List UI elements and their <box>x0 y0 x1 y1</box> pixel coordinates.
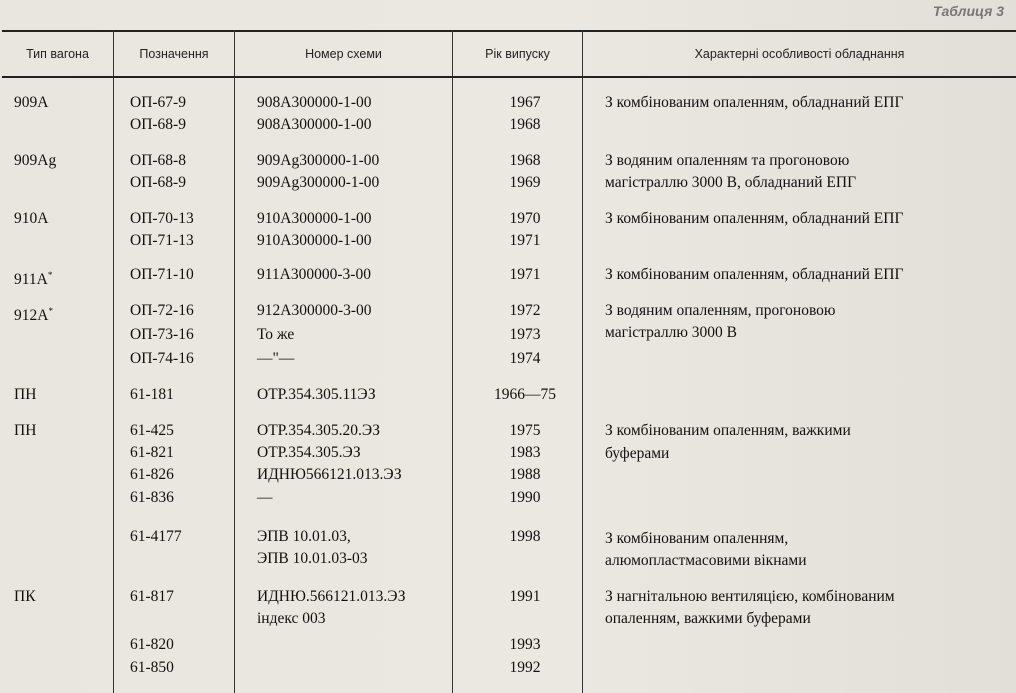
cell-designation: 61-826 <box>130 466 174 483</box>
cell-designation: ОП-67-9 <box>130 94 186 111</box>
cell-year: 1991 <box>509 588 541 605</box>
cell-scheme: 909Ag300000-1-00 <box>257 152 380 169</box>
cell-designation: 61-4177 <box>130 528 182 545</box>
cell-type <box>14 300 53 327</box>
cell-scheme: ИДНЮ566121.013.ЭЗ <box>257 466 402 483</box>
cell-year: 1990 <box>509 489 541 506</box>
cell-scheme: 910A300000-1-00 <box>257 210 372 227</box>
cell-type: ПК <box>14 588 36 605</box>
cell-year: 1969 <box>509 174 541 191</box>
cell-type: 910A <box>14 210 49 227</box>
cell-scheme: 912A300000-3-00 <box>257 302 372 319</box>
cell-scheme: ОТР.354.305.20.ЭЗ <box>257 422 381 439</box>
footnote-mark: * <box>47 270 53 280</box>
cell-year: 1970 <box>509 210 541 227</box>
cell-type-text: 911A <box>14 271 48 289</box>
cell-features: З комбінованим опаленням, обладнаний ЕПГ <box>605 266 904 283</box>
cell-year: 1992 <box>509 659 541 676</box>
cell-year: 1967 <box>509 94 541 111</box>
cell-type-text: 912A <box>14 307 49 325</box>
cell-scheme: індекс 003 <box>257 610 326 627</box>
cell-year: 1968 <box>509 116 541 133</box>
cell-features: буферами <box>605 445 670 462</box>
cell-year: 1973 <box>509 326 541 343</box>
header-designation: Позначення <box>139 46 209 61</box>
cell-type <box>14 264 52 291</box>
cell-year: 1974 <box>509 350 541 367</box>
cell-designation: 61-181 <box>130 386 174 403</box>
header-type: Тип вагона <box>26 46 89 61</box>
cell-features: магістраллю 3000 В, обладнаний ЕПГ <box>605 174 857 191</box>
cell-designation: ОП-71-13 <box>130 232 194 249</box>
cell-features: З комбінованим опаленням, важкими <box>605 422 851 439</box>
cell-designation: ОП-70-13 <box>130 210 194 227</box>
cell-scheme: 910A300000-1-00 <box>257 232 372 249</box>
cell-features: З комбінованим опаленням, обладнаний ЕПГ <box>605 94 904 111</box>
column-divider <box>113 30 114 693</box>
cell-designation: ОП-68-9 <box>130 116 186 133</box>
cell-scheme: 909Ag300000-1-00 <box>257 174 380 191</box>
header-year: Рік випуску <box>485 46 550 61</box>
header-scheme: Номер схеми <box>305 46 382 61</box>
cell-features: З комбінованим опаленням, обладнаний ЕПГ <box>605 210 904 227</box>
cell-designation: ОП-72-16 <box>130 302 194 319</box>
cell-features: алюмопластмасовими вікнами <box>605 552 807 569</box>
cell-year: 1998 <box>509 528 541 545</box>
cell-designation: ОП-68-8 <box>130 152 186 169</box>
cell-scheme: 908A300000-1-00 <box>257 116 372 133</box>
cell-designation: 61-820 <box>130 636 174 653</box>
cell-designation: 61-836 <box>130 489 174 506</box>
cell-designation: 61-817 <box>130 588 174 605</box>
cell-scheme: То же <box>257 326 295 343</box>
cell-type: 909Ag <box>14 152 57 169</box>
cell-scheme: 908A300000-1-00 <box>257 94 372 111</box>
cell-year: 1966—75 <box>494 386 556 403</box>
table-caption: Таблиця 3 <box>932 3 1004 19</box>
cell-features: опаленням, важкими буферами <box>605 610 811 627</box>
cell-scheme: —"— <box>257 350 295 367</box>
cell-scheme: 911A300000-3-00 <box>257 266 371 283</box>
footnote-mark: * <box>48 306 53 316</box>
cell-features: З водяним опаленням та прогоновою <box>605 152 850 169</box>
cell-year: 1975 <box>509 422 541 439</box>
cell-type: ПН <box>14 422 37 439</box>
cell-year: 1971 <box>509 266 541 283</box>
cell-designation: ОП-73-16 <box>130 326 194 343</box>
cell-designation: ОП-68-9 <box>130 174 186 191</box>
cell-scheme: ОТР.354.305.11ЭЗ <box>257 386 376 403</box>
cell-features: З нагнітальною вентиляцією, комбінованим <box>605 588 895 605</box>
cell-year: 1968 <box>509 152 541 169</box>
cell-year: 1972 <box>509 302 541 319</box>
header-rule <box>2 76 1016 78</box>
cell-designation: ОП-71-10 <box>130 266 194 283</box>
cell-features: З водяним опаленням, прогоновою <box>605 302 836 319</box>
cell-scheme: ИДНЮ.566121.013.ЭЗ <box>257 588 406 605</box>
cell-scheme: ЭПВ 10.01.03, <box>257 528 351 545</box>
cell-designation: 61-425 <box>130 422 174 439</box>
column-divider <box>452 30 453 693</box>
cell-features: магістраллю 3000 В <box>605 324 737 341</box>
column-divider <box>234 30 235 693</box>
cell-features: З комбінованим опаленням, <box>605 530 789 547</box>
cell-year: 1993 <box>509 636 541 653</box>
cell-year: 1983 <box>509 444 541 461</box>
cell-designation: 61-821 <box>130 444 174 461</box>
cell-scheme: ОТР.354.305.ЭЗ <box>257 444 361 461</box>
cell-type: 909A <box>14 94 49 111</box>
cell-designation: 61-850 <box>130 659 174 676</box>
cell-type: ПН <box>14 386 37 403</box>
cell-year: 1971 <box>509 232 541 249</box>
cell-scheme: ЭПВ 10.01.03-03 <box>257 550 368 567</box>
cell-scheme: — <box>257 489 273 506</box>
header-features: Характерні особливості обладнання <box>694 46 905 61</box>
cell-designation: ОП-74-16 <box>130 350 194 367</box>
cell-year: 1988 <box>509 466 541 483</box>
